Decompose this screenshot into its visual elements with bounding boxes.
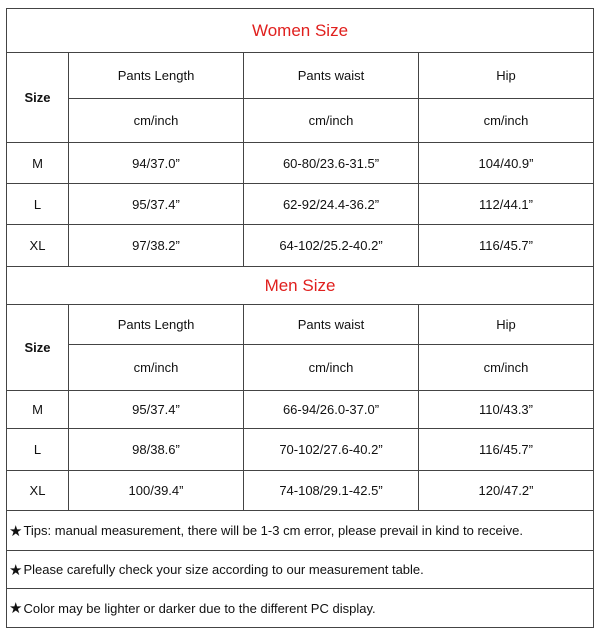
star-icon: ★ xyxy=(9,600,23,617)
men-row-l-hip: 116/45.7” xyxy=(419,429,593,471)
men-unit-hip: cm/inch xyxy=(419,345,593,391)
tip-check-size-text: Please carefully check your size according to our measurement table. xyxy=(23,562,424,577)
women-row-l-waist: 62-92/24.4-36.2” xyxy=(244,184,419,225)
men-unit-length: cm/inch xyxy=(69,345,244,391)
women-row-m-hip: 104/40.9” xyxy=(419,143,593,184)
men-unit-waist: cm/inch xyxy=(244,345,419,391)
men-row-xl-length: 100/39.4” xyxy=(69,471,244,511)
men-row-m-size: M xyxy=(7,391,69,429)
men-row-m-length: 95/37.4” xyxy=(69,391,244,429)
women-row-xl-length: 97/38.2” xyxy=(69,225,244,267)
tip-color xyxy=(7,589,593,627)
women-header-hip: Hip xyxy=(419,53,593,99)
men-row-l-size: L xyxy=(7,429,69,471)
men-row-m-waist: 66-94/26.0-37.0” xyxy=(244,391,419,429)
men-size-title: Men Size xyxy=(7,267,593,305)
women-row-l-hip: 112/44.1” xyxy=(419,184,593,225)
tip-measurement-text: Tips: manual measurement, there will be 1-3 cm error, please prevail in kind to receive. xyxy=(23,523,523,538)
women-header-waist: Pants waist xyxy=(244,53,419,99)
men-header-waist: Pants waist xyxy=(244,305,419,345)
women-row-l-size: L xyxy=(7,184,69,225)
women-row-m-size: M xyxy=(7,143,69,184)
men-header-hip: Hip xyxy=(419,305,593,345)
women-row-l-length: 95/37.4” xyxy=(69,184,244,225)
men-row-xl-hip: 120/47.2” xyxy=(419,471,593,511)
star-icon: ★ xyxy=(9,522,23,540)
women-size-header: Size xyxy=(7,53,69,143)
women-row-xl-hip: 116/45.7” xyxy=(419,225,593,267)
tip-check-size xyxy=(7,551,593,589)
women-row-m-waist: 60-80/23.6-31.5” xyxy=(244,143,419,184)
men-size-header: Size xyxy=(7,305,69,391)
women-row-xl-size: XL xyxy=(7,225,69,267)
women-header-length: Pants Length xyxy=(69,53,244,99)
men-row-l-waist: 70-102/27.6-40.2” xyxy=(244,429,419,471)
women-size-title: Women Size xyxy=(7,9,593,53)
women-row-xl-waist: 64-102/25.2-40.2” xyxy=(244,225,419,267)
tip-color-text: Color may be lighter or darker due to the different PC display. xyxy=(23,600,376,616)
women-unit-hip: cm/inch xyxy=(419,99,593,143)
women-unit-waist: cm/inch xyxy=(244,99,419,143)
men-row-m-hip: 110/43.3” xyxy=(419,391,593,429)
men-row-l-length: 98/38.6” xyxy=(69,429,244,471)
men-row-xl-waist: 74-108/29.1-42.5” xyxy=(244,471,419,511)
size-chart xyxy=(6,8,594,628)
men-header-length: Pants Length xyxy=(69,305,244,345)
men-row-xl-size: XL xyxy=(7,471,69,511)
women-unit-length: cm/inch xyxy=(69,99,244,143)
star-icon: ★ xyxy=(9,561,23,579)
women-row-m-length: 94/37.0” xyxy=(69,143,244,184)
tip-measurement xyxy=(7,511,593,551)
